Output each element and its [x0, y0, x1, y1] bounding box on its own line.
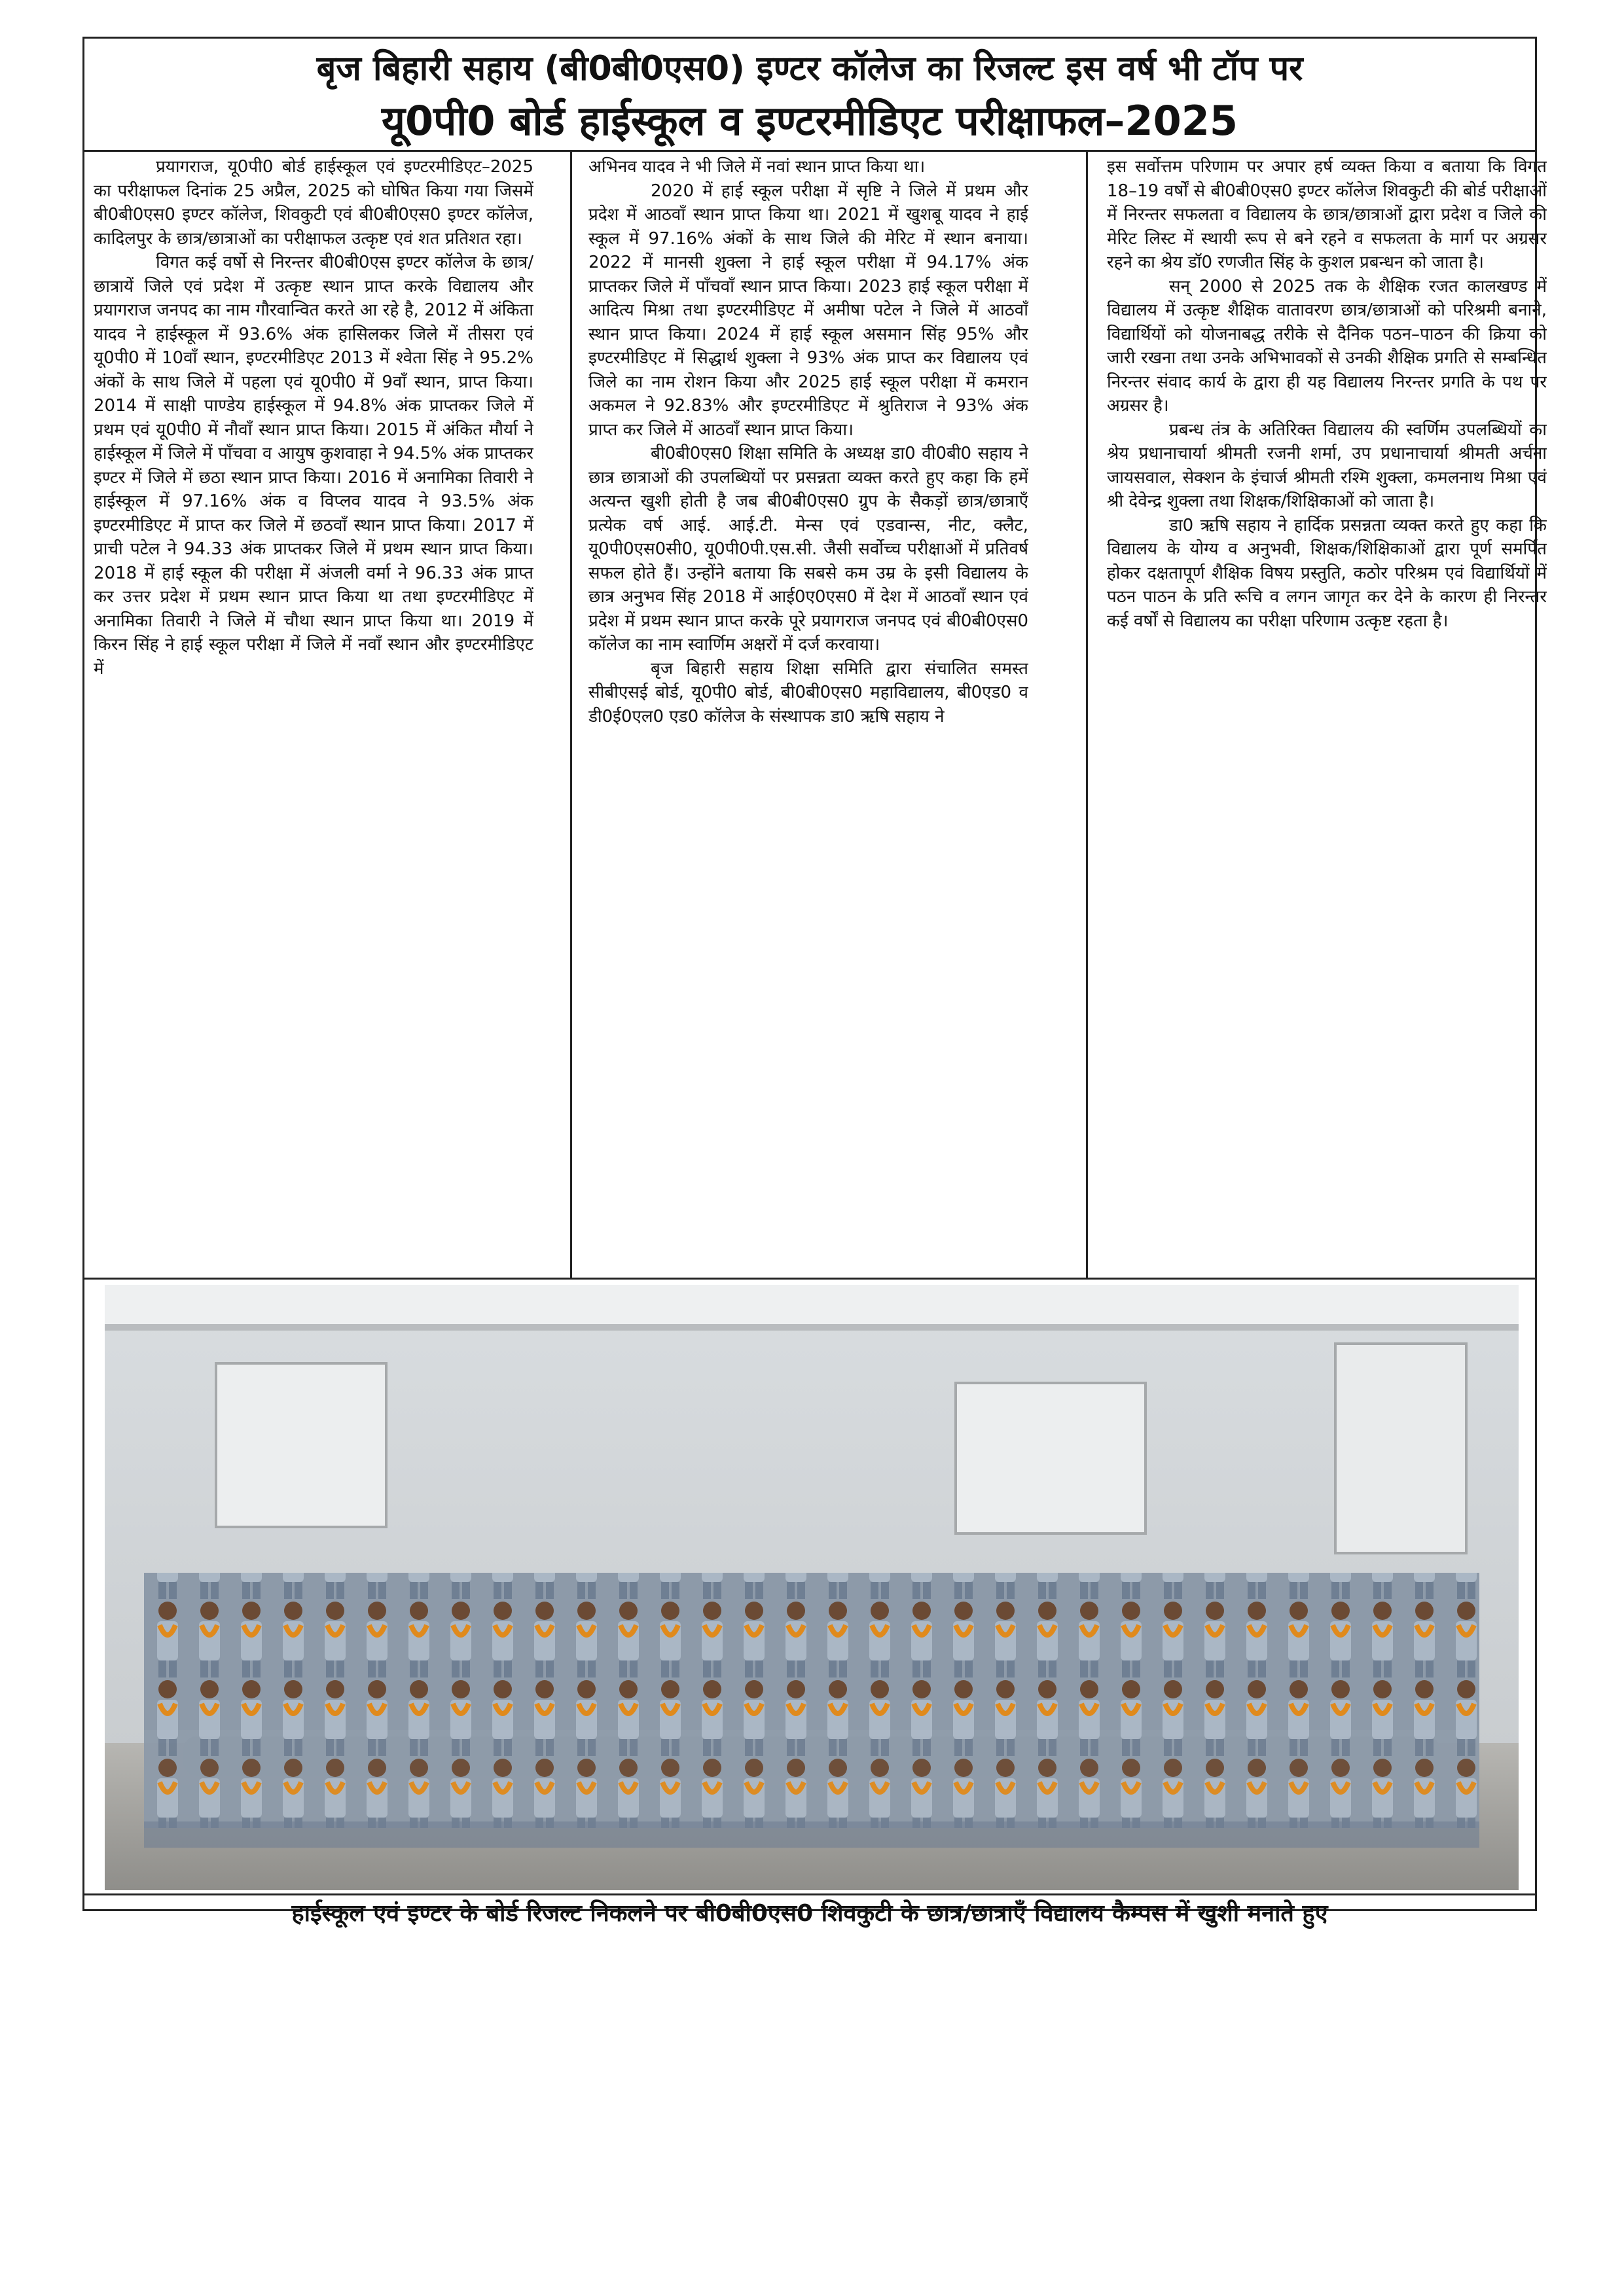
paragraph: इस सर्वोत्तम परिणाम पर अपार हर्ष व्यक्त किया व बताया कि विगत 18–19 वर्षों से बी0बी0एस0 इण्टर कॉलेज शिवकुटी की बोर्ड परीक्षाओं में निरन्तर सफलता व विद्यालय के छात्र/छात्राओं द्वारा प्रदेश व जिले की मेरिट लिस्ट में स्थायी रूप से बने रहने व सफलता के मार्ग पर अग्रसर रहने का श्रेय डॉ0 रणजीत सिंह के कुशल प्रबन्धन को जाता है। [1107, 157, 1547, 272]
caption-rule [84, 1893, 1535, 1895]
column-divider-1 [570, 150, 572, 1278]
group-photo [105, 1285, 1519, 1890]
article-column-1 [94, 155, 533, 1274]
paragraph: सन् 2000 से 2025 तक के शैक्षिक रजत कालखण्ड में विद्यालय में उत्कृष्ट शैक्षिक वातावरण छात्र/छात्राओं को परिश्रमी बनाने, विद्यार्थियों को योजनाबद्ध तरीके से दैनिक पठन–पाठन की क्रिया को जारी रखना तथा उनके अभिभावकों से उनकी शैक्षिक प्रगति से सम्बन्धित निरन्तर संवाद कार्य के द्वारा ही यह विद्यालय निरन्तर प्रगति के पथ पर अग्रसर है। [1107, 276, 1547, 416]
photo-top-rule [84, 1278, 1535, 1280]
paragraph: डा0 ऋषि सहाय ने हार्दिक प्रसन्नता व्यक्त करते हुए कहा कि विद्यालय के योग्य व अनुभवी, शिक्षक/शिक्षिकाओं द्वारा पूर्ण समर्पित होकर दक्षतापूर्ण शैक्षिक विषय प्रस्तुति, कठोर परिश्रम एवं विद्यार्थियों में पठन पाठन के प्रति रूचि व लगन जागृत कर देने के कारण ही निरन्तर कई वर्षों से विद्यालय का परीक्षा परिणाम उत्कृष्ट रहता है। [1107, 515, 1547, 631]
article-frame [82, 37, 1547, 1927]
paragraph: प्रयागराज, यू0पी0 बोर्ड हाईस्कूल एवं इण्टरमीडिएट–2025 का परीक्षाफल दिनांक 25 अप्रैल, 2025 को घोषित किया गया जिसमें बी0बी0एस0 इण्टर कॉलेज, शिवकुटी एवं बी0बी0एस0 इण्टर कॉलेज, कादिलपुर के छात्र/छात्राओं का परीक्षाफल उत्कृष्ट एवं शत प्रतिशत रहा। [94, 157, 533, 249]
paragraph: बृज बिहारी सहाय शिक्षा समिति द्वारा संचालित समस्त सीबीएसई बोर्ड, यू0पी0 बोर्ड, बी0बी0एस0 महाविद्यालय, बी0एड0 व डी0ई0एल0 एड0 कॉलेज के संस्थापक डा0 ऋषि सहाय ने [588, 658, 1028, 726]
article-column-3 [1107, 155, 1547, 1274]
article-header [84, 39, 1535, 152]
photo-caption: हाईस्कूल एवं इण्टर के बोर्ड रिजल्ट निकलने पर बी0बी0एस0 शिवकुटी के छात्र/छात्राएँ विद्यालय कैम्पस में खुशी मनाते हुए [291, 1900, 1328, 1927]
headline-line-1: बृज बिहारी सहाय (बी0बी0एस0) इण्टर कॉलेज का रिजल्ट इस वर्ष भी टॉप पर [316, 49, 1303, 88]
article-column-2 [588, 155, 1028, 1274]
paragraph: बी0बी0एस0 शिक्षा समिति के अध्यक्ष डा0 वी0बी0 सहाय ने छात्र छात्राओं की उपलब्धियों पर प्रसन्नता व्यक्त करते हुए कहा कि हमें अत्यन्त खुशी होती है जब बी0बी0एस0 ग्रुप के सैकड़ों छात्र/छात्राएँ प्रत्येक वर्ष आई. आई.टी. मेन्स एवं एडवान्स, नीट, क्लैट, यू0पी0एस0सी0, यू0पी0पी.एस.सी. जैसी सर्वोच्च परीक्षाओं में प्रतिवर्ष सफल होते हैं। उन्होंने बताया कि सबसे कम उम्र के इसी विद्यालय के छात्र अनुभव सिंह 2018 में आई0ए0एस0 में देश में आठवाँ स्थान एवं प्रदेश में प्रथम स्थान प्राप्त करके पूरे प्रयागराज जनपद एवं बी0बी0एस0 कॉलेज का नाम स्वार्णिम अक्षरों में दर्ज करवाया। [588, 444, 1028, 655]
paragraph: प्रबन्ध तंत्र के अतिरिक्त विद्यालय की स्वर्णिम उपलब्धियों का श्रेय प्रधानाचार्या श्रीमती रजनी शर्मा, उप प्रधानाचार्या श्रीमती अर्चना जायसवाल, सेक्शन के इंचार्ज श्रीमती रश्मि शुक्ला, कमलनाथ मिश्रा एवं श्री देवेन्द्र शुक्ला तथा शिक्षक/शिक्षिकाओं को जाता है। [1107, 420, 1547, 511]
paragraph: 2020 में हाई स्कूल परीक्षा में सृष्टि ने जिले में प्रथम और प्रदेश में आठवाँ स्थान प्राप्त किया था। 2021 में खुशबू यादव ने हाई स्कूल में 97.16% अंकों के साथ जिले की मेरिट में स्थान बनाया। 2022 में मानसी शुक्ला ने हाई स्कूल परीक्षा में 94.17% अंक प्राप्तकर जिले में पाँचवाँ स्थान प्राप्त किया। 2023 हाई स्कूल परीक्षा में आदित्य मिश्रा तथा इण्टरमीडिएट में अमीषा पटेल ने जिले में आठवाँ स्थान प्राप्त किया। 2024 में हाई स्कूल असमान सिंह 95% और इण्टरमीडिएट में सिद्धार्थ शुक्ला ने 93% अंक प्राप्त कर विद्यालय एवं जिले का नाम रोशन किया और 2025 हाई स्कूल परीक्षा में कमरान अकमल ने 92.83% और इण्टरमीडिएट में श्रुतिराज ने 93% अंक प्राप्त कर जिले में आठवाँ स्थान प्राप्त किया। [588, 181, 1028, 440]
paragraph: विगत कई वर्षो से निरन्तर बी0बी0एस इण्टर कॉलेज के छात्र/छात्रायें जिले एवं प्रदेश में उत्कृष्ट स्थान प्राप्त करके विद्यालय और प्रयागराज जनपद का नाम गौरवान्वित करते आ रहे है, 2012 में अंकिता यादव ने हाईस्कूल में 93.6% अंक हासिलकर जिले में तीसरा एवं यू0पी0 में 10वाँ स्थान, इण्टरमीडिएट 2013 में श्वेता सिंह ने 95.2% अंकों के साथ जिले में पहला एवं यू0पी0 में 9वाँ स्थान, प्राप्त किया। 2014 में साक्षी पाण्डेय हाईस्कूल में 94.8% अंक प्राप्तकर जिले में प्रथम एवं यू0पी0 में नौवाँ स्थान प्राप्त किया। 2015 में अंकित मौर्या ने हाईस्कूल में जिले में पाँचवा व आयुष कुशवाहा ने 94.5% अंक प्राप्तकर इण्टर में जिले में छठा स्थान प्राप्त किया। 2016 में अनामिका तिवारी ने हाईस्कूल में 97.16% अंक व विप्लव यादव ने 93.5% अंक इण्टरमीडिएट में प्राप्त कर जिले में छठवाँ स्थान प्राप्त किया। 2017 में प्राची पटेल ने 94.33 अंक प्राप्तकर जिले में प्रथम स्थान प्राप्त किया। 2018 में हाई स्कूल की परीक्षा में अंजली वर्मा ने 96.33 अंक प्राप्त कर उत्तर प्रदेश में प्रथम स्थान प्राप्त किया था तथा इण्टरमीडिएट में अनामिका तिवारी ने जिले में चौथा स्थान प्राप्त किया था। 2019 में किरन सिंह ने हाई स्कूल परीक्षा में जिले में नवाँ स्थान और इण्टरमीडिएट में [94, 253, 533, 679]
column-divider-2 [1086, 150, 1088, 1278]
headline-line-2: यू0पी0 बोर्ड हाईस्कूल व इण्टरमीडिएट परीक्षाफल–2025 [382, 97, 1238, 145]
paragraph: अभिनव यादव ने भी जिले में नवां स्थान प्राप्त किया था। [588, 157, 926, 177]
